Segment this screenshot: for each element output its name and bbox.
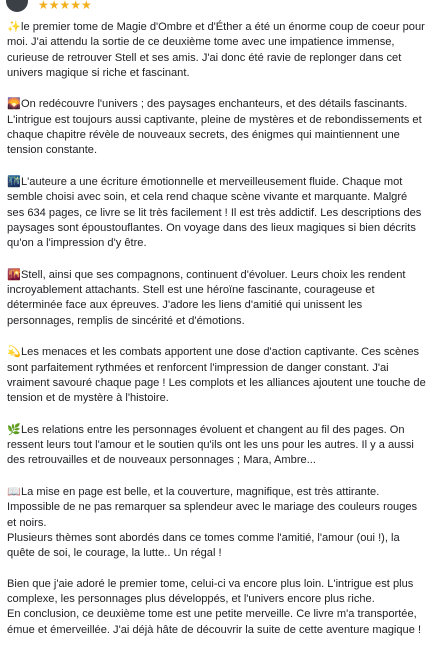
avatar[interactable]: [6, 0, 28, 12]
review-paragraph: [7, 577, 427, 638]
paragraph-text: Stell, ainsi que ses compagnons, continuent d'évoluer. Leurs choix les rendent incroyablement attachants. Stell est une héroïne fascinante, courageuse et déterminée face aux épreuves. J'adore les liens d'amitié qui unissent les personnages, remplis de sincérité et d'émotions.: [7, 268, 406, 327]
paragraph-text: Les menaces et les combats apportent une dose d'action captivante. Ces scènes sont parfaitement rythmées et renforcent l'impression de danger constant. J'ai vraiment savouré chaque page ! Les complots et les alliances ajoutent une touche de tension et de mystère à l'histoire.: [7, 346, 426, 405]
review-header: [0, 0, 433, 12]
review-body: [7, 19, 427, 653]
review-paragraph: [7, 96, 427, 158]
night-city-icon: 🌃: [7, 174, 21, 188]
paragraph-text: La mise en page est belle, et la couverture, magnifique, est très attirante. Impossible de ne pas remarquer sa splendeur avec le mariage des couleurs rouges et noirs. Plusieurs thèmes sont abordés dans ce tomes comme l'amitié, l'amour (oui !), la quête de soi, le courage, la lutte.. Un régal !: [7, 485, 418, 560]
review-paragraph: [7, 174, 427, 251]
review-paragraph: [7, 484, 427, 561]
review-paragraph: [7, 267, 427, 329]
paragraph-text: le premier tome de Magie d'Ombre et d'Éther a été un énorme coup de coeur pour moi. J'ai attendu la sortie de ce deuxième tome avec une impatience immense, curieuse de retrouver Stell et ses amis. J'ai donc été ravie de replonger dans cet univers magique si riche et fascinant.: [7, 21, 425, 79]
sparkle-icon: ✨: [7, 20, 21, 33]
review-paragraph: [7, 19, 427, 81]
landscape-icon: 🌄: [7, 97, 21, 111]
paragraph-text: On redécouvre l'univers ; des paysages enchanteurs, et des détails fascinants. L'intrigue est toujours aussi captivante, pleine de mystères et de rebondissements et chaque chapitre révèle de nouveaux secrets, des énigmes qui maintiennent une tension constante.: [7, 98, 422, 157]
review-paragraph: [7, 422, 427, 469]
star-rating: ★★★★★: [38, 0, 92, 12]
paragraph-text: Bien que j'aie adoré le premier tome, celui-ci va encore plus loin. L'intrigue est plus complexe, les personnages plus développés, et l'univers encore plus riche. En conclusion, ce deuxième tome est une petite merveille. Ce livre m'a transportée, émue et émerveillée. J'ai déjà hâte de découvrir la suite de cette aventure magique !: [7, 577, 422, 636]
sunset-icon: 🌇: [7, 267, 21, 281]
dizzy-icon: 💫: [7, 345, 21, 359]
open-book-icon: 📖: [7, 484, 21, 498]
paragraph-text: L'auteure a une écriture émotionnelle et merveilleusement fluide. Chaque mot semble choisi avec soin, et cela rend chaque scène vivante et marquante. Malgré ses 634 pages, ce livre se lit très facilement ! Il est très addictif. Les descriptions des paysages sont époustouflantes. On voyage dans des lieux magiques si bien décrits qu'on a l'impression d'y être.: [7, 175, 422, 250]
review-paragraph: [7, 344, 427, 406]
paragraph-text: Les relations entre les personnages évoluent et changent au fil des pages. On ressent leurs tout l'amour et le soutien qu'ils ont les uns pour les autres. Il y a aussi des retrouvailles et de nouveaux personnages ; Mara, Ambre...: [7, 423, 414, 467]
herb-icon: 🌿: [7, 422, 21, 436]
